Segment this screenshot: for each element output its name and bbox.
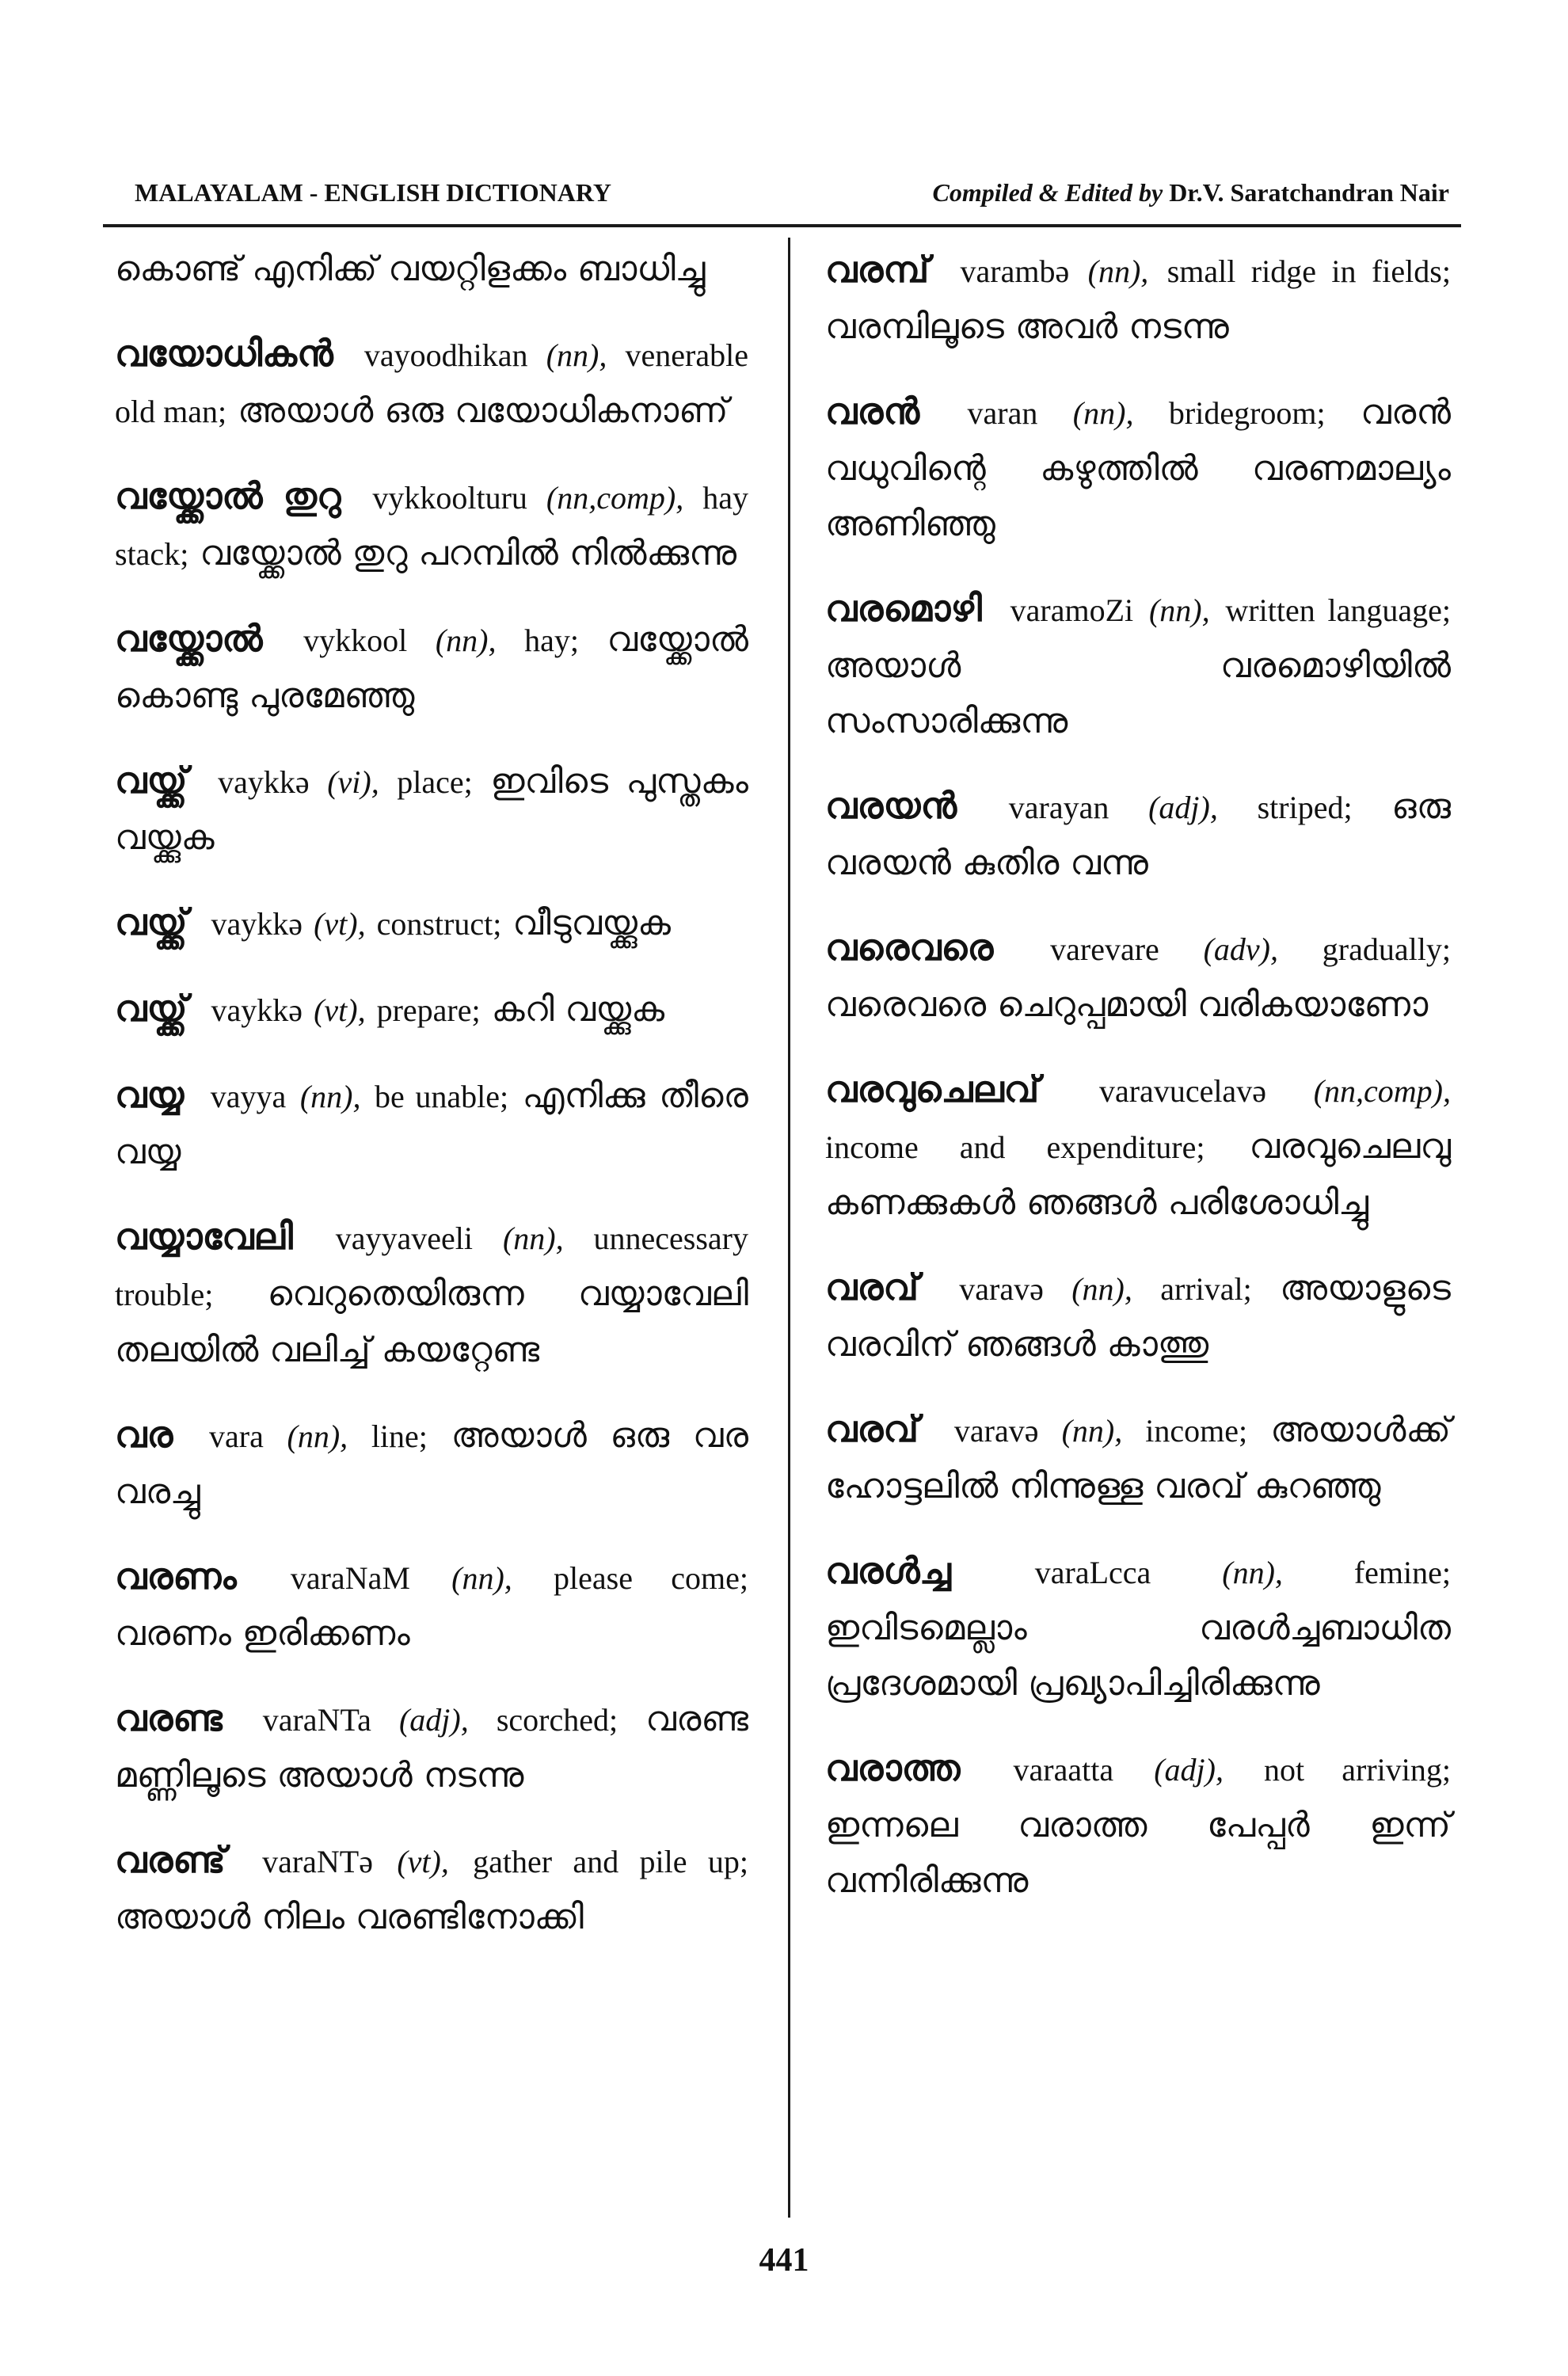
- entry-headword: വയ്ക്ക്: [115, 901, 188, 943]
- entry-romanization: varaNaM: [290, 1560, 410, 1596]
- entry-headword: വരാത്ത: [825, 1746, 961, 1789]
- entry-romanization: varan: [967, 395, 1038, 431]
- entry-part-of-speech: (nn),: [451, 1560, 512, 1596]
- entry-example: വീടുവയ്ക്കുക: [512, 903, 671, 943]
- header-credit-name: Dr.V. Saratchandran Nair: [1169, 178, 1449, 207]
- entry-romanization: varavə: [959, 1271, 1044, 1307]
- entry-example: വെറുതെയിരുന്ന വയ്യാവേലി തലയിൽ വലിച്ച് കയറ്റേണ്ട: [115, 1274, 748, 1370]
- entry-romanization: vara: [209, 1418, 264, 1454]
- entry-definition: construct;: [376, 906, 502, 942]
- entry-romanization: varambə: [960, 253, 1070, 289]
- entry-part-of-speech: (adv),: [1203, 931, 1278, 967]
- dictionary-entry: [115, 242, 748, 297]
- entry-romanization: vaykkə: [211, 992, 303, 1028]
- entry-headword: വരവ്: [825, 1407, 919, 1450]
- entry-example: ഒരു വരയൻ കുതിര വന്നു: [825, 786, 1451, 883]
- entry-part-of-speech: (nn),: [299, 1079, 361, 1114]
- entry-romanization: varaNTa: [262, 1702, 371, 1738]
- entry-part-of-speech: (nn),: [435, 623, 497, 658]
- entry-example: അയാൾ വരമൊഴിയിൽ സംസാരിക്കുന്നു: [825, 645, 1451, 741]
- entry-part-of-speech: (nn),: [1087, 253, 1149, 289]
- dictionary-entry: [825, 1401, 1451, 1514]
- entry-example: കറി വയ്ക്കുക: [491, 989, 665, 1030]
- entry-headword: വരൻ: [825, 390, 920, 432]
- right-column: [825, 242, 1451, 1937]
- dictionary-entry: [825, 242, 1451, 355]
- entry-part-of-speech: (nn),: [287, 1418, 348, 1454]
- dictionary-entry: [115, 1407, 748, 1520]
- entry-part-of-speech: (vi),: [327, 764, 379, 800]
- entry-definition: striped;: [1257, 790, 1353, 825]
- dictionary-entry: [115, 1832, 748, 1945]
- left-column: [115, 242, 748, 1974]
- dictionary-entry: [115, 1209, 748, 1378]
- entry-romanization: vayya: [210, 1079, 287, 1114]
- entry-headword: വരൾച്ച: [825, 1549, 951, 1592]
- entry-headword: വയോധികൻ: [115, 332, 333, 375]
- dictionary-entry: [115, 1067, 748, 1180]
- entry-headword: വരമ്പ്: [825, 248, 930, 291]
- entry-example: ഇവിടെ പുസ്തകം വയ്ക്കുക: [115, 761, 748, 858]
- entry-romanization: vykkoolturu: [372, 480, 527, 516]
- entry-example: വരണം ഇരിക്കണം: [115, 1613, 410, 1654]
- entry-definition: line;: [371, 1418, 428, 1454]
- dictionary-entry: [115, 611, 748, 724]
- header-credit-prefix: Compiled & Edited by: [932, 178, 1163, 207]
- entry-definition: written language;: [1225, 592, 1451, 628]
- entry-example: അയാൾ ഒരു വയോധികനാണ്: [238, 390, 729, 431]
- entry-definition: hay;: [524, 623, 579, 658]
- entry-romanization: vykkool: [303, 623, 408, 658]
- dictionary-entry: [115, 1690, 748, 1803]
- entry-definition: unnecessary trouble;: [115, 1220, 748, 1312]
- entry-romanization: vayoodhikan: [363, 337, 528, 373]
- entry-definition: prepare;: [376, 992, 481, 1028]
- entry-definition: place;: [397, 764, 473, 800]
- dictionary-entry: [825, 581, 1451, 749]
- entry-part-of-speech: (vt),: [314, 992, 366, 1028]
- entry-part-of-speech: (vt),: [314, 906, 366, 942]
- running-header: [135, 176, 1449, 208]
- header-credit: [933, 178, 1449, 208]
- entry-headword: വയ്ക്കോൽ തുറു: [115, 474, 341, 517]
- dictionary-entry: [825, 1543, 1451, 1712]
- entry-example: ഇന്നലെ വരാത്ത പേപ്പർ ഇന്ന് വന്നിരിക്കുന്നു: [825, 1805, 1451, 1901]
- dictionary-entry: [825, 920, 1451, 1033]
- header-rule: [103, 224, 1461, 227]
- dictionary-entry: [825, 1061, 1451, 1231]
- entry-example: എനിക്കു തീരെ വയ്യ: [115, 1076, 748, 1172]
- entry-headword: വരണം: [115, 1555, 237, 1597]
- entry-definition: please come;: [554, 1560, 748, 1596]
- dictionary-entry: [115, 468, 748, 582]
- entry-headword: വരയൻ: [825, 784, 957, 827]
- entry-headword: വരണ്ട്: [115, 1838, 226, 1881]
- entry-romanization: varayan: [1008, 790, 1109, 825]
- entry-example: കൊണ്ട് എനിക്ക് വയറ്റിളക്കം ബാധിച്ചു: [115, 249, 706, 289]
- dictionary-entry: [115, 752, 748, 866]
- entry-romanization: varavə: [953, 1413, 1039, 1449]
- entry-headword: വരെവരെ: [825, 926, 994, 969]
- dictionary-entry: [115, 1548, 748, 1662]
- entry-example: വരെവരെ ചെറുപ്പമായി വരികയാണോ: [825, 984, 1429, 1025]
- entry-romanization: varaNTə: [262, 1844, 373, 1879]
- entry-definition: femine;: [1353, 1555, 1451, 1590]
- entry-headword: വരവുചെലവ്: [825, 1068, 1040, 1110]
- entry-example: വയ്ക്കോൽ തുറു പറമ്പിൽ നിൽക്കുന്നു: [200, 533, 737, 573]
- entry-part-of-speech: (nn),: [1071, 1271, 1132, 1307]
- entry-part-of-speech: (nn),: [1072, 395, 1134, 431]
- entry-definition: gather and pile up;: [473, 1844, 748, 1879]
- entry-part-of-speech: (nn),: [502, 1220, 564, 1256]
- entry-definition: income and expenditure;: [825, 1129, 1205, 1165]
- entry-example: അയാൾക്ക് ഹോട്ടലിൽ നിന്നുള്ള വരവ് കുറഞ്ഞു: [825, 1410, 1451, 1506]
- entry-headword: വര: [115, 1413, 173, 1456]
- dictionary-entry: [115, 894, 748, 952]
- entry-example: അയാൾ നിലം വരണ്ടിനോക്കി: [115, 1897, 584, 1937]
- dictionary-entry: [825, 383, 1451, 552]
- entry-definition: arrival;: [1160, 1271, 1252, 1307]
- dictionary-entry: [115, 326, 748, 440]
- entry-example: വരമ്പിലൂടെ അവർ നടന്നു: [825, 307, 1229, 347]
- entry-definition: be unable;: [375, 1079, 509, 1114]
- column-divider: [788, 238, 790, 2218]
- entry-part-of-speech: (vt),: [397, 1844, 449, 1879]
- entry-romanization: varaLcca: [1034, 1555, 1151, 1590]
- entry-romanization: varamoZi: [1010, 592, 1134, 628]
- dictionary-entry: [825, 1259, 1451, 1373]
- entry-definition: small ridge in fields;: [1166, 253, 1451, 289]
- entry-headword: വരവ്: [825, 1266, 919, 1308]
- entry-example: വരണ്ട മണ്ണിലൂടെ അയാൾ നടന്നു: [115, 1699, 748, 1795]
- entry-example: അയാളുടെ വരവിന് ഞങ്ങൾ കാത്തു: [825, 1268, 1451, 1365]
- entry-headword: വയ്ക്ക്: [115, 987, 188, 1030]
- entry-part-of-speech: (adj),: [1154, 1752, 1224, 1788]
- entry-romanization: varaatta: [1013, 1752, 1114, 1788]
- entry-romanization: vaykkə: [211, 906, 303, 942]
- entry-headword: വരണ്ട: [115, 1696, 223, 1739]
- header-title: MALAYALAM - ENGLISH DICTIONARY: [135, 178, 611, 207]
- entry-part-of-speech: (nn),: [1148, 592, 1210, 628]
- entry-definition: bridegroom;: [1168, 395, 1326, 431]
- entry-part-of-speech: (nn,comp),: [546, 480, 684, 516]
- entry-definition: venerable old man;: [115, 337, 748, 429]
- entry-part-of-speech: (nn),: [1222, 1555, 1283, 1590]
- entry-example: വയ്ക്കോൽ കൊണ്ടു പുരമേഞ്ഞു: [115, 619, 748, 716]
- entry-romanization: varavucelavə: [1098, 1073, 1266, 1109]
- entry-example: ഇവിടമെല്ലാം വരൾച്ചബാധിത പ്രദേശമായി പ്രഖ്യാപിച്ചിരിക്കുന്നു: [825, 1608, 1451, 1704]
- entry-part-of-speech: (nn),: [1061, 1413, 1123, 1449]
- entry-part-of-speech: (nn),: [546, 337, 607, 373]
- entry-headword: വയ്ക്കോൽ: [115, 617, 263, 660]
- entry-part-of-speech: (adj),: [1148, 790, 1218, 825]
- entry-example: അയാൾ ഒരു വര വരച്ചു: [115, 1415, 748, 1512]
- entry-romanization: vayyaveeli: [335, 1220, 473, 1256]
- page-number: 441: [759, 2242, 809, 2279]
- entry-example: വരൻ വധുവിന്റെ കഴുത്തിൽ വരണമാല്യം അണിഞ്ഞു: [825, 392, 1451, 544]
- entry-romanization: vaykkə: [218, 764, 310, 800]
- entry-headword: വരമൊഴി: [825, 587, 982, 630]
- entry-part-of-speech: (nn,comp),: [1313, 1073, 1451, 1109]
- entry-headword: വയ്യ: [115, 1073, 185, 1116]
- entry-part-of-speech: (adj),: [398, 1702, 469, 1738]
- entry-definition: income;: [1145, 1413, 1248, 1449]
- dictionary-entry: [825, 778, 1451, 891]
- entry-definition: scorched;: [496, 1702, 618, 1738]
- entry-headword: വയ്ക്ക്: [115, 759, 188, 802]
- dictionary-entry: [115, 980, 748, 1038]
- entry-definition: not arriving;: [1264, 1752, 1451, 1788]
- entry-definition: gradually;: [1322, 931, 1451, 967]
- dictionary-entry: [825, 1740, 1451, 1909]
- entry-headword: വയ്യാവേലി: [115, 1215, 293, 1258]
- entry-example: വരവുചെലവു കണക്കുകൾ ഞങ്ങൾ പരിശോധിച്ചു: [825, 1126, 1451, 1223]
- entry-romanization: varevare: [1050, 931, 1159, 967]
- entry-definition: hay stack;: [115, 480, 748, 572]
